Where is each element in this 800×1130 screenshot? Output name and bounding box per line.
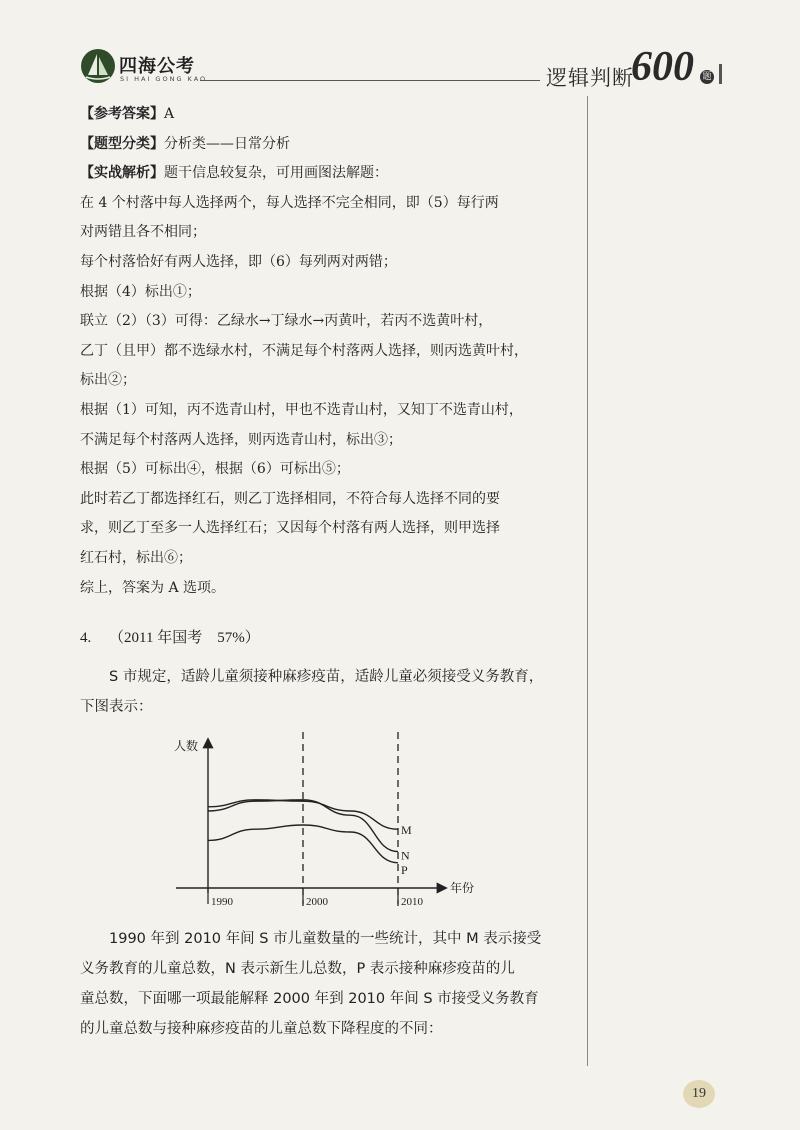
answer-line <box>80 574 580 604</box>
question-description-line: 1990 年到 2010 年间 S 市儿童数量的一些统计，其中 M 表示接受 <box>80 931 542 947</box>
header-edge-bar <box>719 64 722 84</box>
answer-line <box>80 307 580 337</box>
answer-tag: 【参考答案】 <box>80 106 164 122</box>
series-label-n: N <box>401 848 410 863</box>
y-axis-label: 人数 <box>174 739 199 753</box>
answer-line <box>80 455 580 485</box>
x-axis-label: 年份 <box>450 881 475 895</box>
question-description <box>80 924 580 1044</box>
answer-text: 根据（5）可标出④，根据（6）可标出⑤； <box>80 461 350 478</box>
logo-text: 四海公考 <box>119 56 195 77</box>
page-header <box>0 0 800 100</box>
answer-tag: 【实战解析】 <box>80 165 164 182</box>
answer-text: 在 4 个村落中每人选择两个，每人选择不完全相同，即（5）每行两 <box>80 194 499 211</box>
answer-line <box>80 514 580 544</box>
answer-text: 对两错且各不相同； <box>80 224 206 241</box>
logo-subtext: SI HAI GONG KAO <box>120 75 208 83</box>
answer-text: 题干信息较复杂，可用画图法解题： <box>164 165 388 182</box>
answer-text: 综上，答案为 A 选项。 <box>80 579 226 596</box>
answer-text: 分析类——日常分析 <box>164 135 290 152</box>
margin-rule <box>587 96 588 1066</box>
answer-text: 根据（4）标出①； <box>80 283 201 300</box>
answer-text: 联立（2）（3）可得：乙绿水→丁绿水→丙黄叶，若丙不选黄叶村， <box>80 313 493 330</box>
question-heading <box>80 626 260 647</box>
answer-text: A <box>164 106 175 122</box>
series-label-p: P <box>401 862 408 877</box>
question-intro <box>80 662 580 722</box>
answer-text: 根据（1）可知，丙不选青山村，甲也不选青山村，又知丁不选青山村， <box>80 401 523 418</box>
header-divider <box>200 80 540 81</box>
question-source: （2011 年国考 57%） <box>109 630 260 646</box>
answer-line <box>80 218 580 248</box>
x-tick-label: 1990 <box>211 896 233 908</box>
answer-text: 每个村落恰好有两人选择，即（6）每列两对两错； <box>80 253 397 270</box>
answer-explanation <box>80 100 580 603</box>
question-description-line: 义务教育的儿童总数，N 表示新生儿总数，P 表示接种麻疹疫苗的儿 <box>80 961 515 977</box>
answer-line <box>80 544 580 574</box>
answer-line <box>80 159 580 189</box>
answer-line <box>80 366 580 396</box>
x-tick-label: 2010 <box>401 896 423 908</box>
answer-line <box>80 130 580 160</box>
answer-text: 红石村，标出⑥； <box>80 549 192 566</box>
question-intro-line: S 市规定，适龄儿童须接种麻疹疫苗，适龄儿童必须接受义务教育， <box>80 669 544 685</box>
answer-text: 求，则乙丁至多一人选择红石；又因每个村落有两人选择，则甲选择 <box>80 520 500 537</box>
answer-line <box>80 100 580 130</box>
answer-line <box>80 278 580 308</box>
answer-line <box>80 248 580 278</box>
page-number: 19 <box>683 1080 715 1108</box>
answer-text: 乙丁（且甲）都不选绿水村，不满足每个村落两人选择，则丙选黄叶村， <box>80 342 528 359</box>
question-number: 4. <box>80 630 92 646</box>
answer-line <box>80 189 580 219</box>
children-count-chart <box>170 728 490 913</box>
x-tick-label: 2000 <box>306 896 328 908</box>
answer-line <box>80 426 580 456</box>
answer-text: 不满足每个村落两人选择，则丙选青山村，标出③； <box>80 431 402 448</box>
answer-line <box>80 337 580 367</box>
answer-tag: 【题型分类】 <box>80 135 164 152</box>
answer-text: 此时若乙丁都选择红石，则乙丁选择相同，不符合每人选择不同的要 <box>80 490 500 507</box>
sailboat-logo-icon <box>80 48 116 84</box>
question-intro-line: 下图表示： <box>80 699 153 715</box>
answer-line <box>80 396 580 426</box>
answer-text: 标出②； <box>80 372 136 389</box>
question-description-line: 的儿童总数与接种麻疹疫苗的儿童总数下降程度的不同： <box>80 1021 443 1037</box>
answer-line <box>80 485 580 515</box>
book-title: 逻辑判断 <box>546 66 634 90</box>
question-description-line: 童总数，下面哪一项最能解释 2000 年到 2010 年间 S 市接受义务教育 <box>80 991 539 1007</box>
book-title-number: 600 <box>631 44 694 90</box>
book-title-suffix: 题 <box>700 70 714 84</box>
series-label-m: M <box>401 823 412 838</box>
